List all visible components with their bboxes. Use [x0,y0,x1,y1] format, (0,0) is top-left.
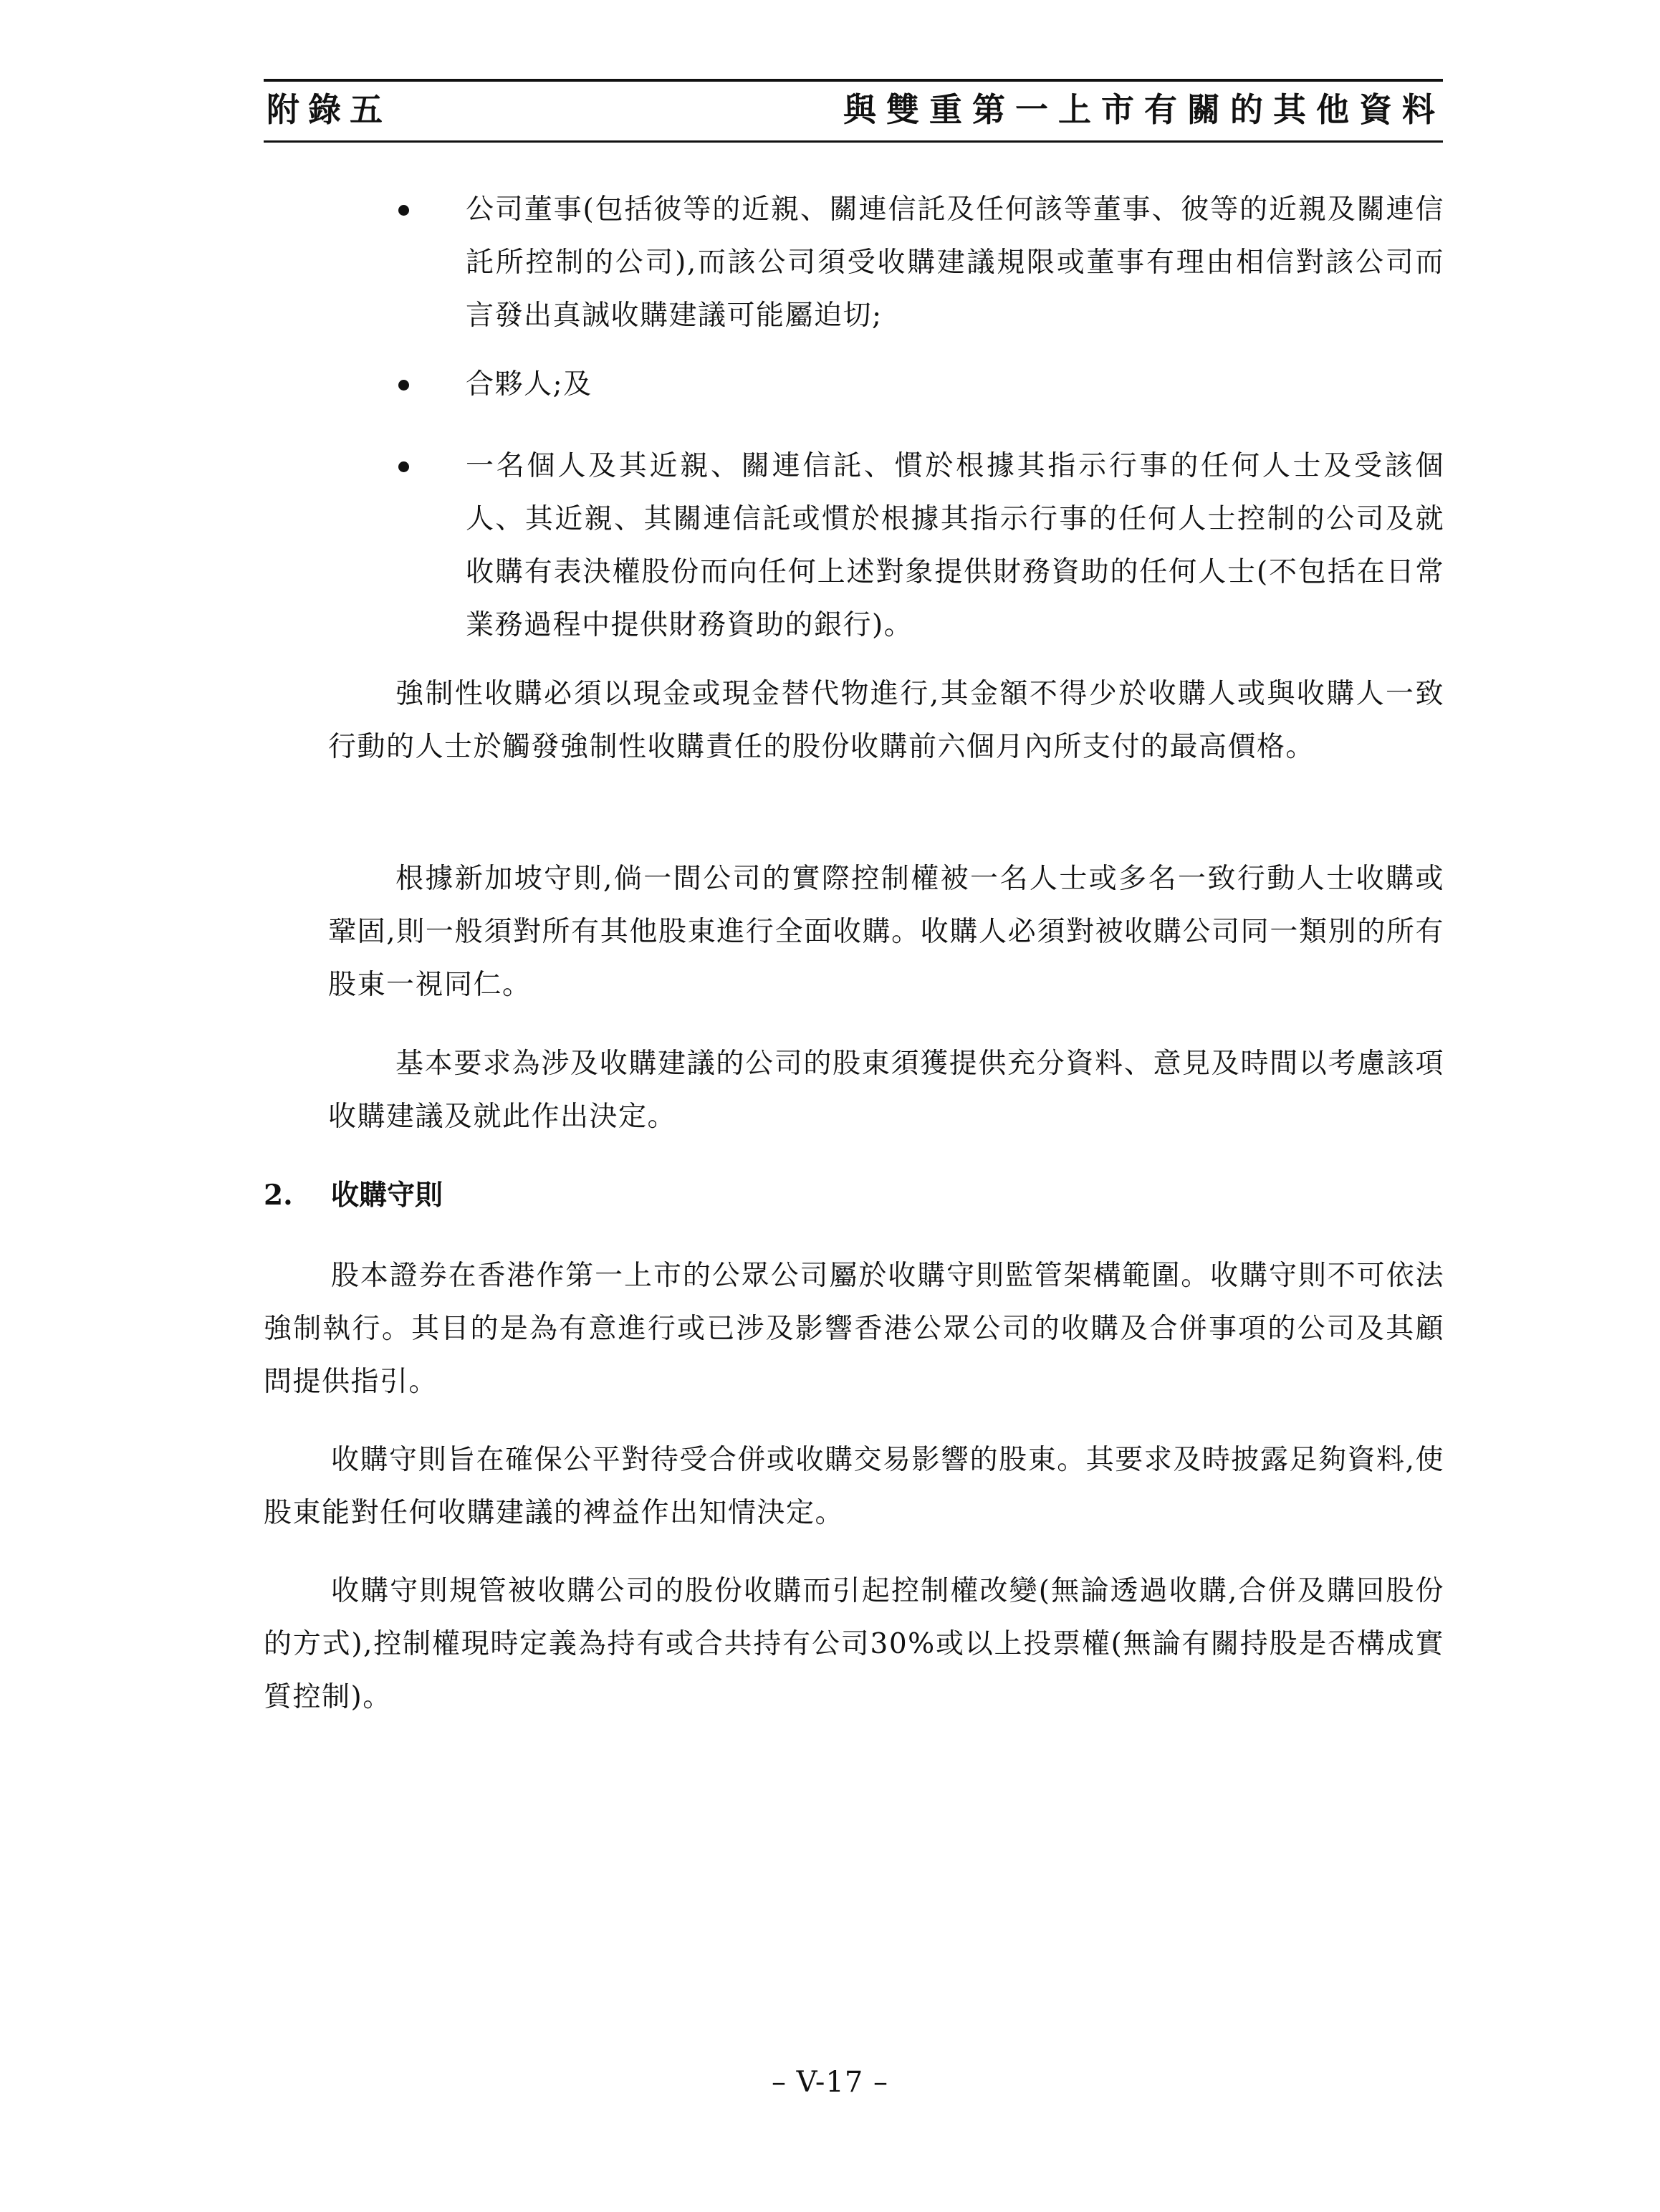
section-title: 收購守則 [331,1179,443,1212]
paragraph: 根據新加坡守則,倘一間公司的實際控制權被一名人士或多名一致行動人士收購或鞏固,則一般須對所有其他股東進行全面收購。收購人必須對被收購公司同一類別的所有股東一視同仁。 [328,863,1444,1001]
section-heading [264,1169,443,1222]
bullet-item [398,358,1444,411]
paragraph: 基本要求為涉及收購建議的公司的股東須獲提供充分資料、意見及時間以考慮該項收購建議及就此作出決定。 [328,1048,1444,1133]
header-top-rule [264,79,1443,82]
header-appendix-label: 附錄五 [267,90,391,129]
page-number: – V-17 – [771,2066,889,2099]
paragraph: 收購守則規管被收購公司的股份收購而引起控制權改變(無論透過收購,合併及購回股份的方式),控制權現時定義為持有或合共持有公司30%或以上投票權(無論有關持股是否構成實質控制)。 [264,1575,1444,1713]
bullet-text: 一名個人及其近親、關連信託、慣於根據其指示行事的任何人士及受該個人、其近親、其關連信託或慣於根據其指示行事的任何人士控制的公司及就收購有表決權股份而向任何上述對象提供財務資助的任何人士(不包括在日常業務過程中提供財務資助的銀行)。 [466,450,1444,641]
bullet-item [398,440,1444,652]
bullet-text: 公司董事(包括彼等的近親、關連信託及任何該等董事、彼等的近親及關連信託所控制的公司),而該公司須受收購建議規限或董事有理由相信對該公司而言發出真誠收購建議可能屬迫切; [466,193,1444,332]
header-bottom-rule [264,140,1443,143]
paragraph: 股本證券在香港作第一上市的公眾公司屬於收購守則監管架構範圍。收購守則不可依法強制執行。其目的是為有意進行或已涉及影響香港公眾公司的收購及合併事項的公司及其顧問提供指引。 [264,1260,1444,1398]
bullet-text: 合夥人;及 [466,368,592,401]
bullet-dot-icon [398,205,409,216]
bullet-dot-icon [398,380,409,391]
paragraph: 收購守則旨在確保公平對待受合併或收購交易影響的股東。其要求及時披露足夠資料,使股東能對任何收購建議的裨益作出知情決定。 [264,1444,1444,1529]
paragraph: 強制性收購必須以現金或現金替代物進行,其金額不得少於收購人或與收購人一致行動的人士於觸發強制性收購責任的股份收購前六個月內所支付的最高價格。 [328,678,1444,763]
bullet-dot-icon [398,461,409,472]
bullet-item [398,183,1444,343]
section-number: 2. [264,1179,293,1212]
header-title: 與雙重第一上市有關的其他資料 [843,90,1445,129]
